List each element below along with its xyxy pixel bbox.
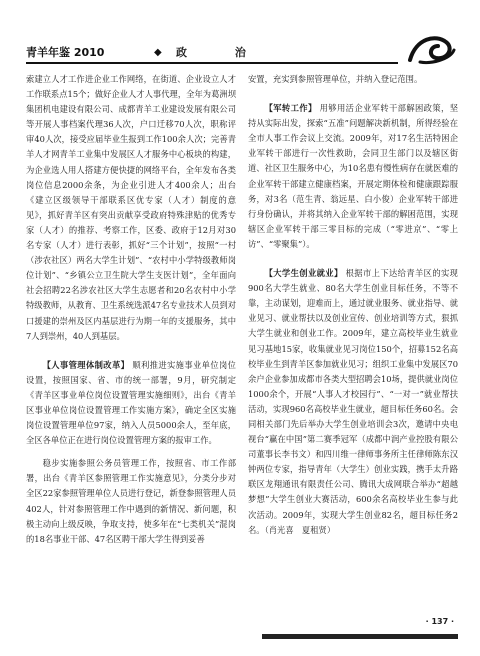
section-keyword: 【人事管理体制改革】 — [42, 359, 130, 370]
section-text: 顺利推进实施事业单位岗位设置，按照国家、省、市的统一部署，9月，研究制定《青羊区事业单位岗位设置管理实施细则》，出台《青羊区事业单位岗位设置管理工作实施方案》，确定全区实施岗位设置管理单位97家，纳入人员5000余人，至年底，全区各单位正在进行岗位设置管理方案的报审工作。 — [26, 359, 236, 446]
body-paragraph: 稳步实施参照公务员管理工作，按照省、市工作部署，出台《青羊区参照管理工作实施意见》，分类分步对全区22家参照管理单位人员进行登记，新登参照管理人员402人，针对参照管理工作中遇到的新情况、新问题，积极主动向上级反映，争取支持，使多年在“七类机关”混岗的18名事业干部、47名区聘干部大学生得到妥善 — [26, 458, 236, 544]
section-paragraph-personnel-reform — [26, 358, 236, 449]
page-number: · 137 · — [425, 617, 454, 626]
page-header — [26, 40, 458, 66]
section-keyword: 【军转工作】 — [264, 103, 317, 114]
section-keyword: 【大学生创业就业】 — [264, 268, 343, 279]
section-paragraph-graduate-employment — [248, 266, 458, 538]
section-text: 根据市上下达给青羊区的实现900名大学生就业、80名大学生创业目标任务，不等不靠，主动谋划，迎难而上，通过就业服务、就业指导、就业见习、就业帮扶以及创业宣传、创业培训等方式，狠抓大学生就业和创业工作。2009年，建立高校毕业生就业见习基地15家，收集就业见习岗位150个，招募152名高校毕业生到青羊区参加就业见习；组织工业集中发展区70余户企业参加成都市各类大型招聘会10场，提供就业岗位1000余个，开展“人事人才校园行”、“一对一”就业帮扶活动，实现960名高校毕业生就业，超目标任务60名。会同相关部门先后举办大学生创业培训会3次，邀请中央电视台“赢在中国”第二赛季冠军（成都中润产业控股有限公司董事长李书文）和四川维一律师事务所主任律师陈东汉钟两位专家，指导青年（大学生）创业实践，携手太升路联区龙翔通讯有限责任公司、腾讯大成网联合举办“超越梦想”大学生创业大赛活动，600余名高校毕业生参与此次活动。2009年，实现大学生创业82名，超目标任务2名。（肖光喜 夏租贤） — [248, 268, 458, 535]
swirl-emblem-icon — [406, 30, 458, 66]
left-column — [26, 72, 236, 547]
body-paragraph: 索建立人才工作进企业工作网络，在街道、企业设立人才工作联系点15个；做好企业人才人事代理，全年为葛洲坝集团机电建设有限公司、成都青羊工业建设发展有限公司等开展人事档案代理36人次，户口迁移70人次，职称评审40人次，接受应届毕业生报到工作100余人次；完善青羊人才网青羊工业集中发展区人才服务中心板块的构建，为企业选人用人搭建方便快捷的网络平台，全年发布各类岗位信息2000余条，为企业引进人才400余人；出台《建立区级领导干部联系区优专家（人才）制度的意见》，抓好青羊区有突出贡献享受政府特殊津贴的优秀专家（人才）的推荐、考察工作，区委、政府于12月对30名专家（人才）进行表彰，抓好“三个计划”，按照“一村（涉农社区）两名大学生计划”、“农村中小学特级教师岗位计划”、“乡镇公立卫生院大学生支医计划”，全年面向社会招聘22名涉农社区大学生志愿者和20名农村中小学特级教师，从教育、卫生系统选派47名专业技术人员到对口援建的崇州及区内基层进行为期一年的支援服务，其中7人到崇州，40人到基层。 — [26, 74, 236, 341]
header-separator: ◆ — [154, 47, 162, 58]
journal-title: 青羊年鉴 2010 — [26, 46, 105, 59]
footer-bar — [262, 634, 458, 639]
section-paragraph-military-transfer — [248, 101, 458, 252]
body-paragraph: 安置，充实到参照管理单位，并纳入登记范围。 — [248, 74, 423, 84]
section-text: 用够用活企业军转干部解困政策，坚持从实际出发，探索“五准”问题解决新机制，所得经验在全市人事工作会议上交流。2009年，对17名生活特困企业军转干部进行一次性救助，会同卫生部门以及辖区街道、社区卫生服务中心，为10名患有慢性病存在就医难的企业军转干部建立健康档案，开展定期体检和健康跟踪服务，对3名（范生青、翁远星、白小俊）企业军转干部进行身份确认，并将其纳入企业军转干部的解困范围，实现辖区企业军转干部三零目标的完成（“零进京”、“零上访”、“零聚集”）。 — [248, 103, 458, 249]
right-column — [248, 72, 458, 538]
section-title: 政 治 — [176, 46, 268, 59]
header-rule — [26, 62, 398, 64]
